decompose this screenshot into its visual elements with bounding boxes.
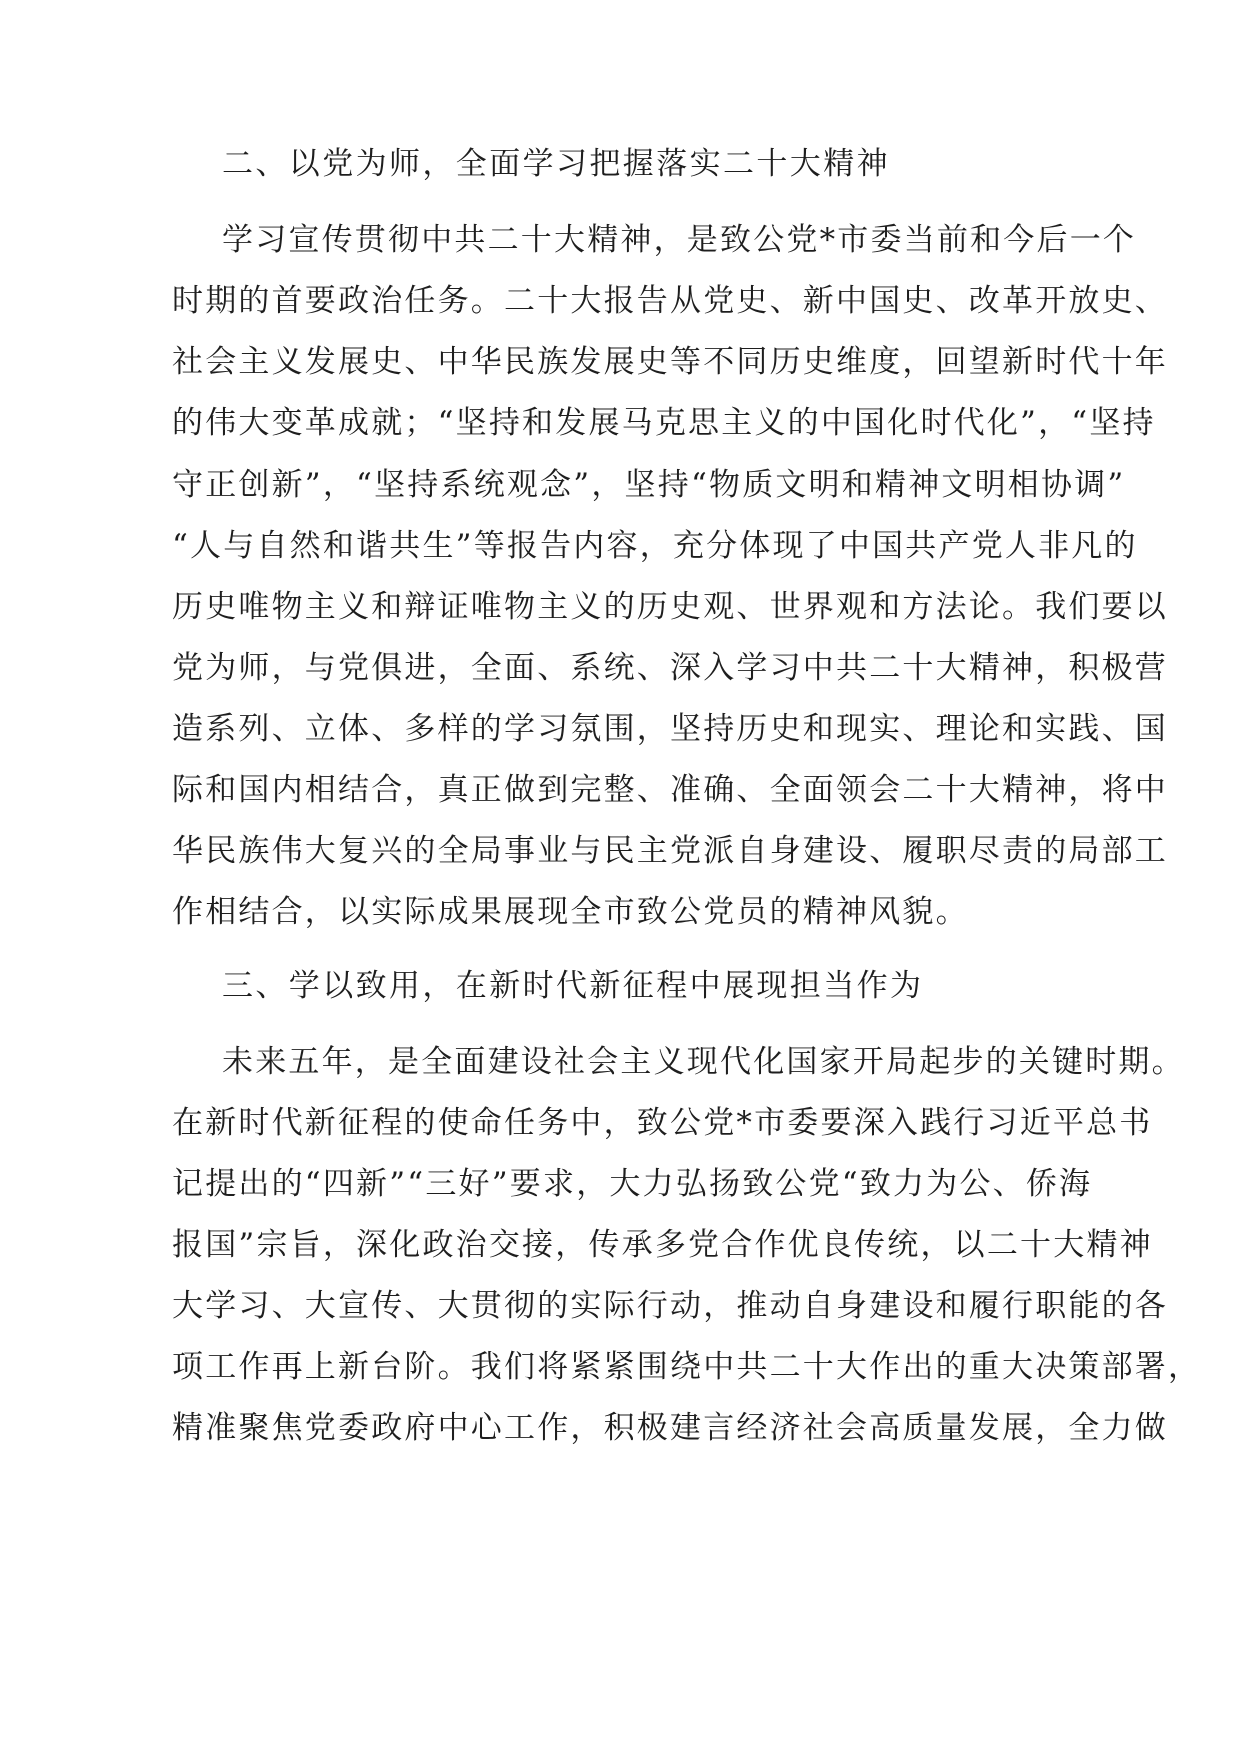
paragraph-line: 未来五年，是全面建设社会主义现代化国家开局起步的关键时期。 [222,1044,1185,1080]
paragraph-line: 项工作再上新台阶。我们将紧紧围绕中共二十大作出的重大决策部署， [172,1349,1202,1385]
paragraph-line: 社会主义发展史、中华民族发展史等不同历史维度，回望新时代十年 [172,344,1168,380]
paragraph-line: 造系列、立体、多样的学习氛围，坚持历史和现实、理论和实践、国 [172,711,1168,747]
paragraph-line: 的伟大变革成就；“坚持和发展马克思主义的中国化时代化”，“坚持 [172,405,1156,441]
paragraph-line: “人与自然和谐共生”等报告内容，充分体现了中国共产党人非凡的 [172,528,1138,564]
paragraph-line: 精准聚焦党委政府中心工作，积极建言经济社会高质量发展，全力做 [172,1410,1168,1446]
section-heading-3: 三、学以致用，在新时代新征程中展现担当作为 [222,968,924,1004]
paragraph-line: 学习宣传贯彻中共二十大精神，是致公党*市委当前和今后一个 [222,222,1137,258]
paragraph-line: 际和国内相结合，真正做到完整、准确、全面领会二十大精神，将中 [172,772,1168,808]
paragraph-line: 记提出的“四新”“三好”要求，大力弘扬致公党“致力为公、侨海 [172,1166,1093,1202]
paragraph-line: 报国”宗旨，深化政治交接，传承多党合作优良传统，以二十大精神 [172,1227,1153,1263]
paragraph-line: 华民族伟大复兴的全局事业与民主党派自身建设、履职尽责的局部工 [172,833,1168,869]
paragraph-line: 时期的首要政治任务。二十大报告从党史、新中国史、改革开放史、 [172,283,1168,319]
paragraph-line: 在新时代新征程的使命任务中，致公党*市委要深入践行习近平总书 [172,1105,1153,1141]
paragraph-line: 作相结合，以实际成果展现全市致公党员的精神风貌。 [172,894,969,930]
section-heading-2: 二、以党为师，全面学习把握落实二十大精神 [222,146,890,182]
paragraph-line: 党为师，与党俱进，全面、系统、深入学习中共二十大精神，积极营 [172,650,1168,686]
paragraph-line: 历史唯物主义和辩证唯物主义的历史观、世界观和方法论。我们要以 [172,589,1168,625]
paragraph-line: 大学习、大宣传、大贯彻的实际行动，推动自身建设和履行职能的各 [172,1288,1168,1324]
paragraph-line: 守正创新”，“坚持系统观念”，坚持“物质文明和精神文明相协调” [172,467,1126,503]
